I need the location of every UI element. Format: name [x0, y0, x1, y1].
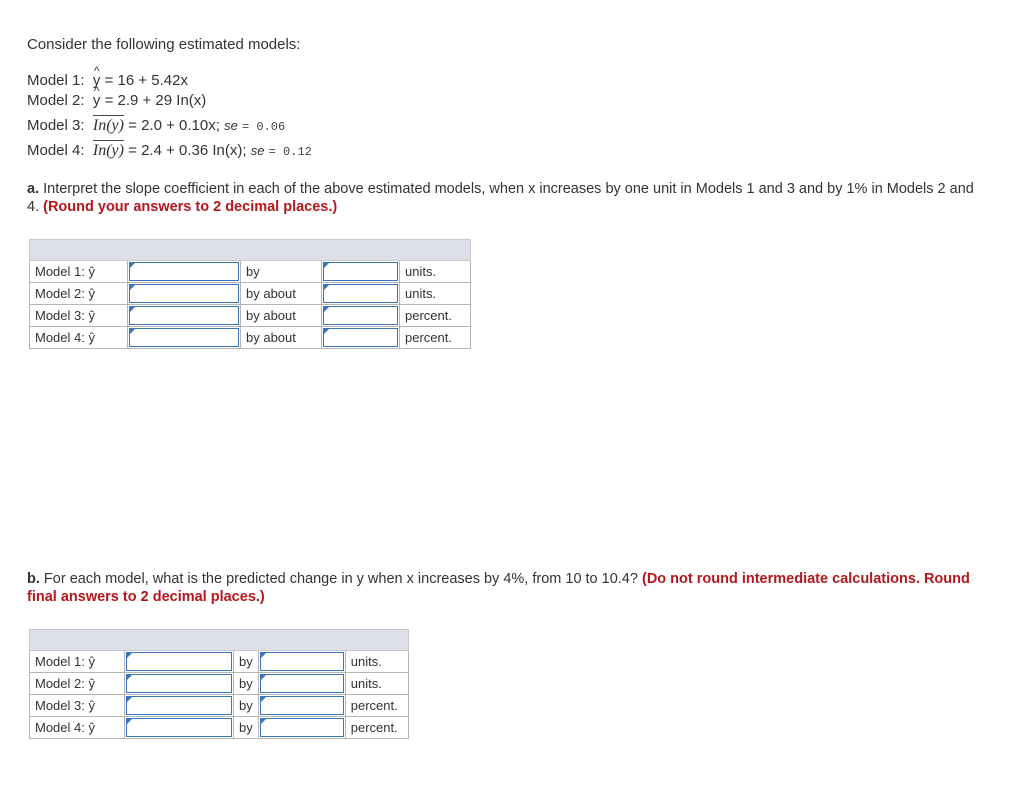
model-4-direction-input[interactable]: [125, 717, 234, 739]
model-3-direction-input[interactable]: [125, 695, 234, 717]
table-row: Model 3: ŷ by about percent.: [30, 305, 471, 327]
table-row: Model 4: ŷ by percent.: [30, 717, 409, 739]
intro-text: Consider the following estimated models:: [27, 36, 301, 53]
model-1-amount-input[interactable]: [322, 261, 400, 283]
model-4-amount-input[interactable]: [322, 327, 400, 349]
model-1-direction-input[interactable]: [128, 261, 241, 283]
model-3-direction-input[interactable]: [128, 305, 241, 327]
table-row: Model 4: ŷ by about percent.: [30, 327, 471, 349]
y-hat-symbol: ^ y: [93, 72, 101, 89]
part-b-question: b. For each model, what is the predicted change in y when x increases by 4%, from 10 to 10.4? (Do not round intermediate calculations. Round final answers to 2 decimal places.): [27, 571, 970, 605]
model-3-amount-input[interactable]: [322, 305, 400, 327]
y-hat-symbol: ^ y: [93, 92, 101, 109]
part-a-table: [29, 239, 471, 349]
table-header: [30, 630, 409, 651]
model-2-direction-input[interactable]: [128, 283, 241, 305]
table-row: Model 1: ŷ by units.: [30, 261, 471, 283]
model-2-direction-input[interactable]: [125, 673, 234, 695]
model-2-amount-input[interactable]: [258, 673, 345, 695]
model-2-amount-input[interactable]: [322, 283, 400, 305]
model-1-equation: Model 1: ^ y = 16 + 5.42x: [27, 72, 188, 89]
table-header: [30, 240, 471, 261]
table-row: Model 2: ŷ by about units.: [30, 283, 471, 305]
table-row: Model 2: ŷ by units.: [30, 673, 409, 695]
ln-y-symbol: In(y): [92, 142, 124, 159]
table-row: Model 1: ŷ by units.: [30, 651, 409, 673]
model-2-equation: Model 2: ^ y = 2.9 + 29 In(x): [27, 92, 206, 109]
model-4-direction-input[interactable]: [128, 327, 241, 349]
model-3-amount-input[interactable]: [258, 695, 345, 717]
ln-y-symbol: In(y): [92, 117, 124, 134]
model-1-direction-input[interactable]: [125, 651, 234, 673]
model-4-amount-input[interactable]: [258, 717, 345, 739]
part-b-table: [29, 629, 409, 739]
model-1-amount-input[interactable]: [258, 651, 345, 673]
model-4-equation: Model 4: In(y) = 2.4 + 0.36 In(x); se = 0.12: [27, 142, 312, 159]
model-3-equation: Model 3: In(y) = 2.0 + 0.10x; se = 0.06: [27, 117, 286, 134]
table-row: Model 3: ŷ by percent.: [30, 695, 409, 717]
part-a-question: a. Interpret the slope coefficient in each of the above estimated models, when x increases by one unit in Models 1 and 3 and by 1% in Models 2 and 4. (Round your answers to 2 decimal places.): [27, 181, 974, 215]
